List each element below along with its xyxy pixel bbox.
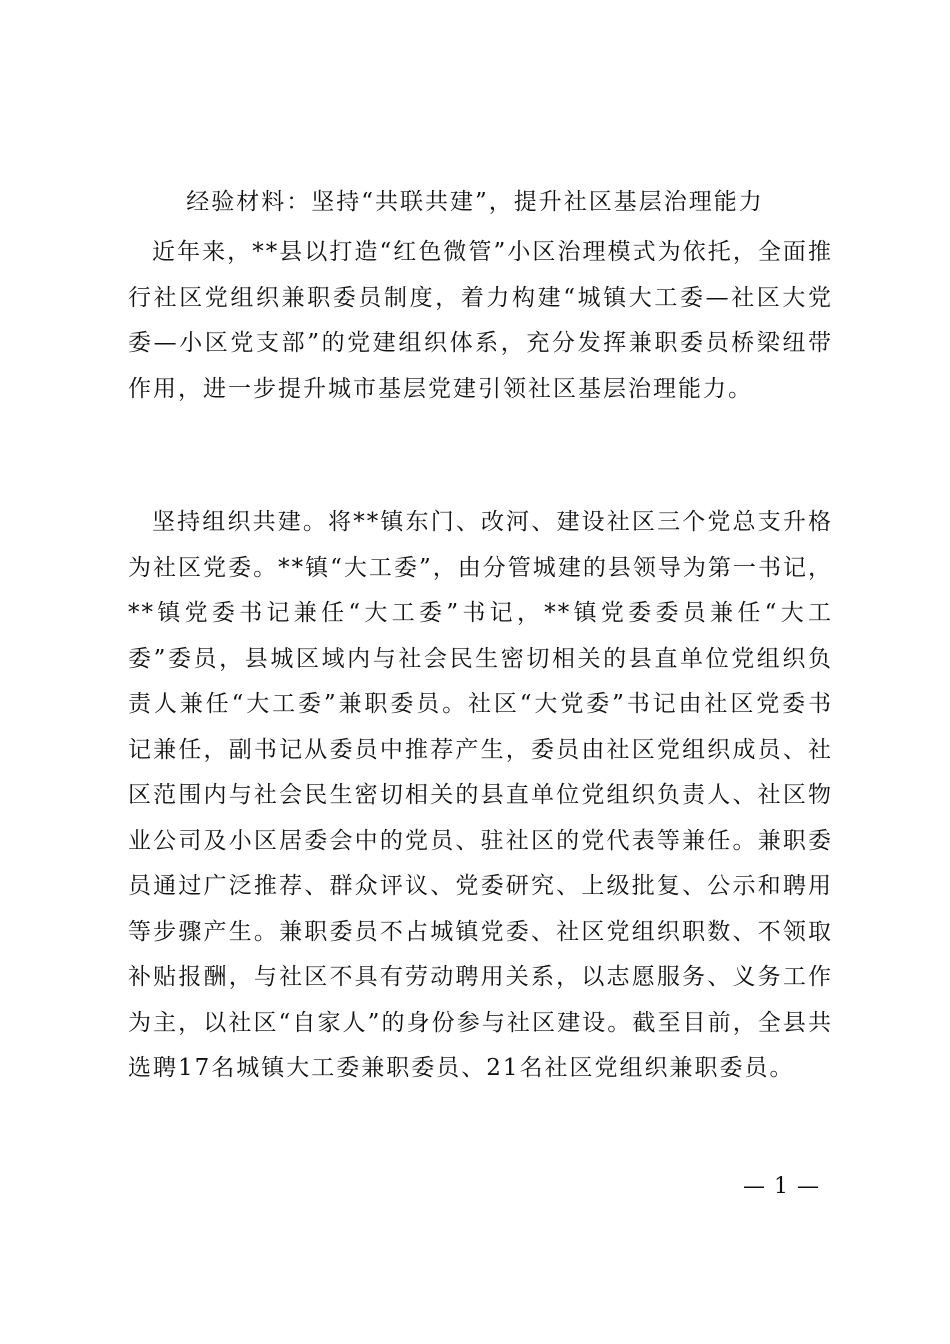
page-number: — 1 —: [743, 1174, 820, 1199]
paragraph-organization: 坚持组织共建。将**镇东门、改河、建设社区三个党总支升格为社区党委。**镇“大工委”，由分管城建的县领导为第一书记，**镇党委书记兼任“大工委”书记，**镇党委委员兼任“大工委”委员，县城区域内与社会民生密切相关的县直单位党组织负责人兼任“大工委”兼职委员。社区“大党委”书记由社区党委书记兼任，副书记从委员中推荐产生，委员由社区党组织成员、社区范围内与社会民生密切相关的县直单位党组织负责人、社区物业公司及小区居委会中的党员、驻社区的党代表等兼任。兼职委员通过广泛推荐、群众评议、党委研究、上级批复、公示和聘用等步骤产生。兼职委员不占城镇党委、社区党组织职数、不领取补贴报酬，与社区不具有劳动聘用关系，以志愿服务、义务工作为主，以社区“自家人”的身份参与社区建设。截至目前，全县共选聘17名城镇大工委兼职委员、21名社区党组织兼职委员。: [128, 509, 833, 1081]
paragraph-intro: 近年来，**县以打造“红色微管”小区治理模式为依托，全面推行社区党组织兼职委员制度，着力构建“城镇大工委—社区大党委—小区党支部”的党建组织体系，充分发挥兼职委员桥梁纽带作用，进一步提升城市基层党建引领社区基层治理能力。: [128, 239, 833, 402]
document-title: 经验材料：坚持“共联共建”，提升社区基层治理能力: [186, 189, 764, 215]
